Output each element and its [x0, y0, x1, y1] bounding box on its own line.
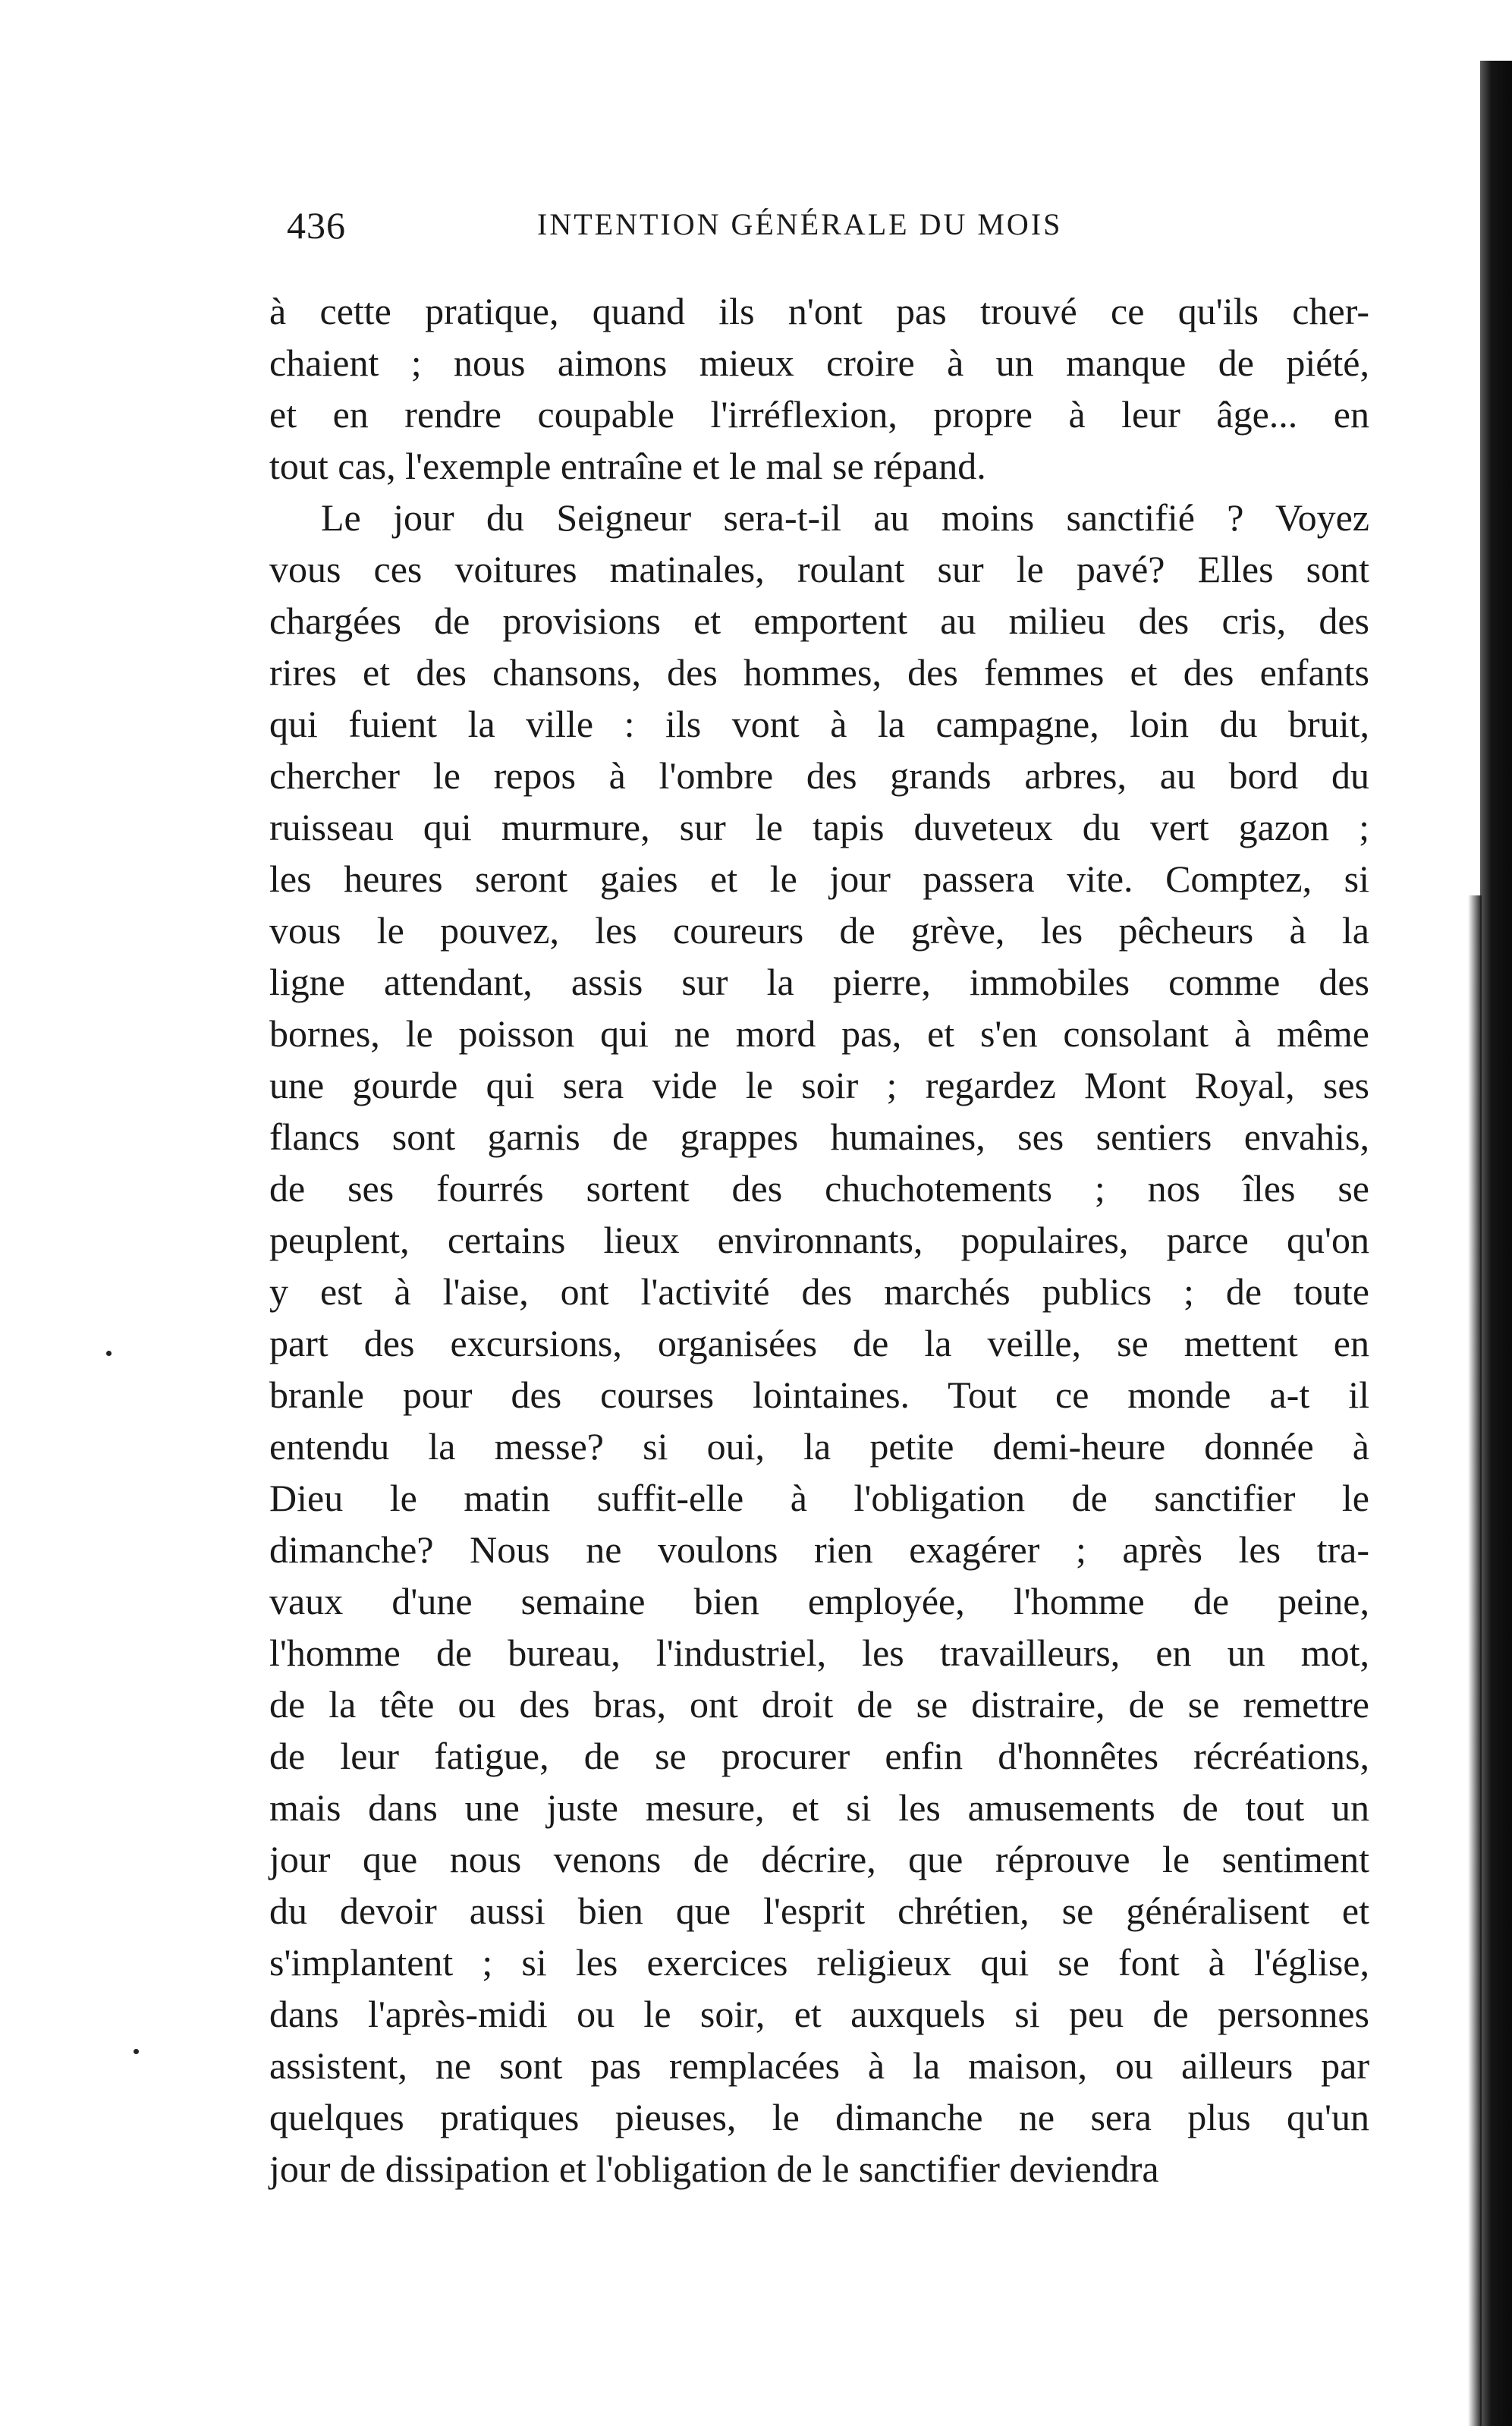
text-line: rires et des chansons, des hommes, des femmes et des enfants: [269, 651, 1369, 694]
text-line: jour de dissipation et l'obligation de le sanctifier deviendra: [269, 2148, 1159, 2190]
text-line: dimanche? Nous ne voulons rien exagérer ; après les tra-: [269, 1528, 1369, 1571]
text-line: du devoir aussi bien que l'esprit chrétien, se généralisent et: [269, 1890, 1369, 1932]
text-line: de la tête ou des bras, ont droit de se distraire, de se remettre: [269, 1683, 1369, 1726]
text-line: de leur fatigue, de se procurer enfin d'honnêtes récréations,: [269, 1735, 1369, 1777]
text-line: l'homme de bureau, l'industriel, les travailleurs, en un mot,: [269, 1631, 1369, 1674]
text-line: chaient ; nous aimons mieux croire à un manque de piété,: [269, 341, 1369, 384]
text-line: ruisseau qui murmure, sur le tapis duveteux du vert gazon ;: [269, 806, 1369, 848]
text-line: dans l'après-midi ou le soir, et auxquels si peu de personnes: [269, 1993, 1369, 2035]
text-line: de ses fourrés sortent des chuchotements ; nos îles se: [269, 1167, 1369, 1210]
text-line: les heures seront gaies et le jour passera vite. Comptez, si: [269, 857, 1369, 900]
text-line: chargées de provisions et emportent au milieu des cris, des: [269, 599, 1369, 642]
text-line: Dieu le matin suffit-elle à l'obligation de sanctifier le: [269, 1477, 1369, 1519]
text-line: flancs sont garnis de grappes humaines, ses sentiers envahis,: [269, 1115, 1369, 1158]
body-text: [269, 285, 1369, 2195]
text-line: vous ces voitures matinales, roulant sur le pavé? Elles sont: [269, 548, 1369, 590]
text-line: quelques pratiques pieuses, le dimanche ne sera plus qu'un: [269, 2096, 1369, 2138]
text-line: jour que nous venons de décrire, que réprouve le sentiment: [269, 1838, 1369, 1880]
text-line: mais dans une juste mesure, et si les amusements de tout un: [269, 1786, 1369, 1829]
text-line: part des excursions, organisées de la veille, se mettent en: [269, 1322, 1369, 1364]
text-line: à cette pratique, quand ils n'ont pas trouvé ce qu'ils cher-: [269, 290, 1369, 332]
page-number: 436: [287, 204, 346, 247]
scan-speck: [106, 1351, 112, 1356]
text-line: et en rendre coupable l'irréflexion, propre à leur âge... en: [269, 393, 1369, 436]
text-line: y est à l'aise, ont l'activité des marchés publics ; de toute: [269, 1270, 1369, 1313]
text-line: entendu la messe? si oui, la petite demi-heure donnée à: [269, 1425, 1369, 1468]
text-line: vous le pouvez, les coureurs de grève, les pêcheurs à la: [269, 909, 1369, 952]
text-line: qui fuient la ville : ils vont à la campagne, loin du bruit,: [269, 703, 1369, 745]
running-header: [287, 203, 1159, 256]
text-line: tout cas, l'exemple entraîne et le mal se répand.: [269, 445, 986, 487]
text-line: s'implantent ; si les exercices religieux qui se font à l'église,: [269, 1941, 1369, 1984]
running-title: INTENTION GÉNÉRALE DU MOIS: [537, 207, 1063, 241]
text-line: chercher le repos à l'ombre des grands arbres, au bord du: [269, 754, 1369, 797]
scan-speck: [134, 2049, 139, 2054]
text-line: peuplent, certains lieux environnants, populaires, parce qu'on: [269, 1219, 1369, 1261]
paragraph-start-line: Le jour du Seigneur sera-t-il au moins sanctifié ? Voyez: [321, 496, 1369, 539]
scan-binding-shadow: [1480, 61, 1512, 2426]
text-line: branle pour des courses lointaines. Tout ce monde a-t il: [269, 1373, 1369, 1416]
text-line: ligne attendant, assis sur la pierre, immobiles comme des: [269, 961, 1369, 1003]
text-line: une gourde qui sera vide le soir ; regardez Mont Royal, ses: [269, 1064, 1369, 1106]
text-line: bornes, le poisson qui ne mord pas, et s'en consolant à même: [269, 1012, 1369, 1055]
text-line: vaux d'une semaine bien employée, l'homme de peine,: [269, 1580, 1369, 1622]
text-line: assistent, ne sont pas remplacées à la maison, ou ailleurs par: [269, 2044, 1369, 2087]
